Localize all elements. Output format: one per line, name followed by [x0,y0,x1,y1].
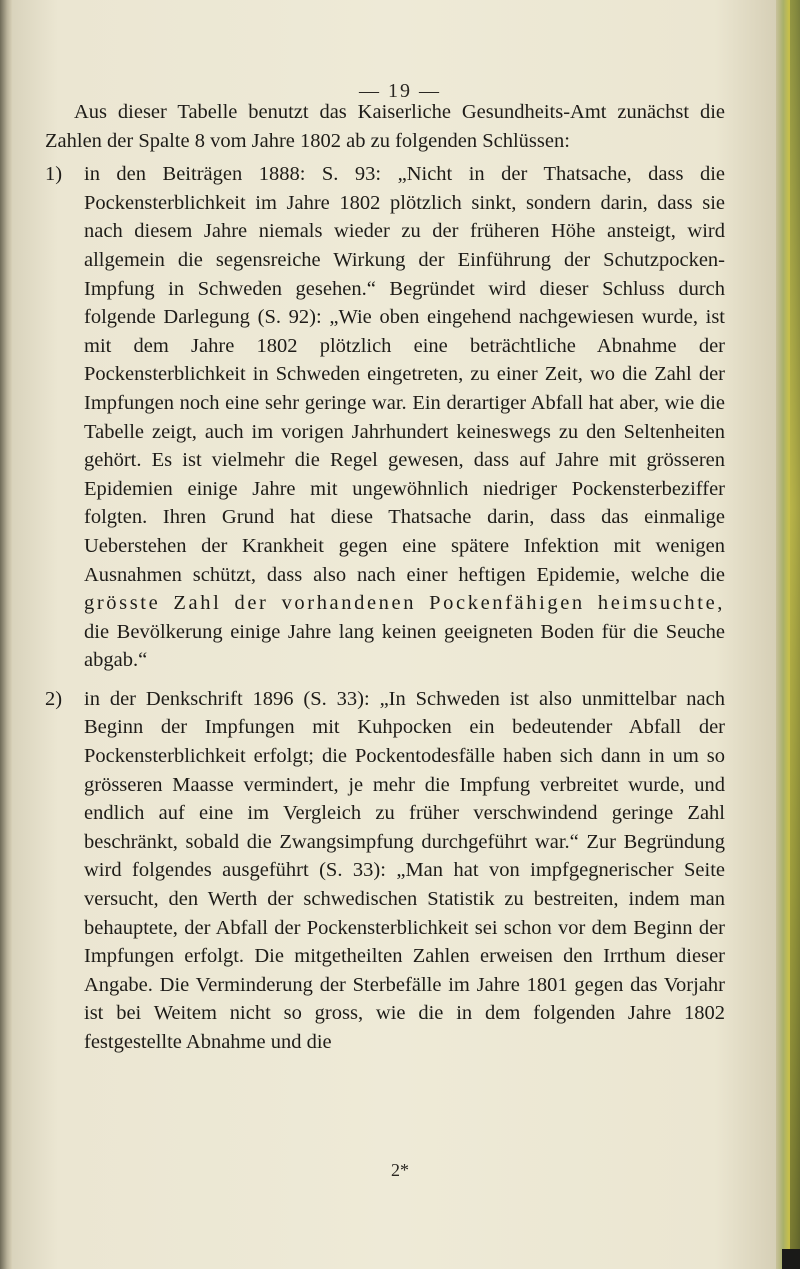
intro-paragraph: Aus dieser Tabelle benutzt das Kaiserliche Gesundheits-Amt zunächst die Zahlen der Spalte 8 vom Jahre 1802 ab zu folgenden Schlüssen: [45,101,725,152]
signature-mark: 2* [391,1160,409,1180]
list-item-text-part: die Bevölkerung einige Jahre lang keinen geeigneten Boden für die Seuche abgab.“ [84,620,725,672]
page-text [45,78,725,1057]
book-gutter-edge [0,0,12,1269]
list-item [45,685,725,1057]
list-item [45,160,725,675]
binding-corner [782,1249,800,1269]
page-number: — 19 — [359,80,441,102]
spaced-emphasis: grösste Zahl der vorhandenen Pockenfähigen heimsuchte, [84,592,725,615]
binding-shade [790,0,800,1269]
book-binding-edge [776,0,800,1269]
list-item-text-part: in den Beiträgen 1888: S. 93: „Nicht in der Thatsache, dass die Pockensterblichkeit im Jahre 1802 plötzlich sinkt, sondern darin, dass sie nach diesem Jahre niemals wieder zu der früheren Höhe ansteigt, wird allgemein die segensreiche Wirkung der Einführung der Schutzpocken-Impfung in Schweden gesehen.“ Begründet wird dieser Schluss durch folgende Darlegung (S. 92): „Wie oben eingehend nachgewiesen wurde, ist mit dem Jahre 1802 plötzlich eine beträchtliche Abnahme der Pockensterblichkeit in Schweden eingetreten, zu einer Zeit, wo die Zahl der Impfungen noch eine sehr geringe war. Ein derartiger Abfall hat aber, wie die Tabelle zeigt, auch im vorigen Jahrhundert keineswegs zu den Seltenheiten gehört. Es ist vielmehr die Regel gewesen, dass auf Jahre mit grösseren Epidemien einige Jahre mit ungewöhnlich niedriger Pockensterbeziffer folgten. Ihren Grund hat diese Thatsache darin, dass das einmalige Ueberstehen der Krankheit gegen eine spätere Infektion mit wenigen Ausnahmen schützt, dass also nach einer heftigen Epidemie, welche die [84,163,725,586]
list-item-text: in der Denkschrift 1896 (S. 33): „In Schweden ist also unmittelbar nach Beginn der Impfungen mit Kuhpocken ein bedeutender Abfall der Pockensterblichkeit erfolgt; die Pockentodesfälle haben sich dann in um so grösseren Maasse vermindert, je mehr die Impfung verbreitet wurde, und endlich auf eine im Vergleich zu früher verschwindend geringe Zahl beschränkt, sobald die Zwangsimpfung durchgeführt war.“ Zur Begründung wird folgendes ausgeführt (S. 33): „Man hat von impfgegnerischer Seite versucht, den Werth der schwedischen Statistik zu bestreiten, indem man behauptete, der Abfall der Pockensterblichkeit sei schon vor dem Beginn der Impfungen erfolgt. Die mitgetheilten Zahlen erweisen den Irrthum dieser Angabe. Die Verminderung der Sterbefälle im Jahre 1801 gegen das Vorjahr ist bei Weitem nicht so gross, wie die in dem folgenden Jahre 1802 festgestellte Abnahme und die [84,687,725,1053]
list-item-number: 2) [45,687,63,710]
list-item-number: 1) [45,163,63,186]
list-item-text [84,160,725,675]
